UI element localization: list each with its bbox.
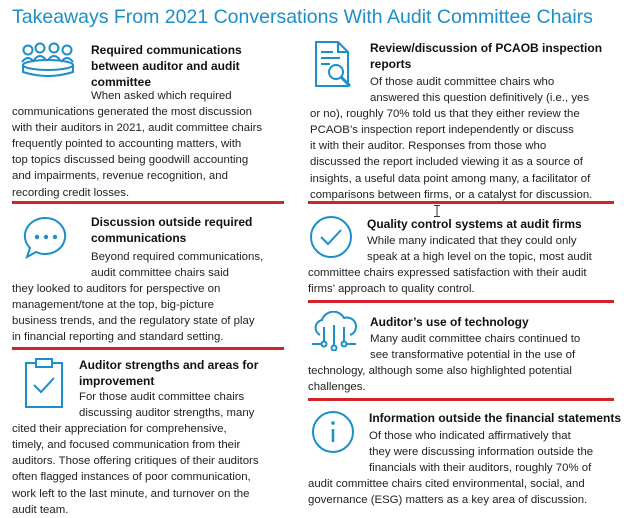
section-divider — [308, 300, 614, 303]
text-cursor-icon — [434, 204, 440, 216]
section-heading: Auditor strengths and areas for improvement — [79, 358, 259, 388]
section-body: Many audit committee chairs continued to see transformative potential in the use of technology, although some also highlighted potential challenges. — [308, 333, 581, 394]
section-body: When asked which required communications generated the most discussion with their auditors in 2021, audit committee chairs frequently pointed to accounting matters, with top topics discussed being goodwill accounting and impairments, revenue recognition, and recording credit losses. — [12, 90, 263, 199]
section-heading: Quality control systems at audit firms — [367, 217, 582, 231]
people-meeting-icon — [20, 42, 76, 78]
section-body: Beyond required communications, audit committee chairs said they looked to auditors for perspective on management/tone at the top, big-picture business trends, and the regulatory state of play in financial reporting and standard setting. — [12, 251, 264, 344]
section-body: Of those audit committee chairs who answered this question definitively (i.e., yes or no), roughly 70% told us that they either review the PCAOB’s inspection report independently or discuss it with their auditor. Responses from those who discussed the report included viewing it as a source of insights, a useful data point among many, a facilitator of comparisons between firms, or a catalyst for discussion. — [310, 76, 593, 201]
section-divider — [12, 201, 284, 204]
section-heading: Required communications between auditor and audit committee — [91, 43, 242, 89]
section-divider — [12, 347, 284, 350]
page-title: Takeaways From 2021 Conversations With Audit Committee Chairs — [12, 6, 593, 28]
section-body: While many indicated that they could only speak at a high level on the topic, most audit committee chairs expressed satisfaction with their audit firms’ approach to quality control. — [308, 235, 592, 296]
section-divider — [308, 398, 614, 401]
section-heading: Discussion outside required communications — [91, 215, 253, 245]
section-heading: Review/discussion of PCAOB inspection reports — [370, 41, 603, 71]
section-divider — [308, 201, 614, 204]
section-heading: Information outside the financial statements — [369, 411, 622, 425]
section-heading: Auditor’s use of technology — [370, 315, 529, 329]
section-body: For those audit committee chairs discussing auditor strengths, many cited their appreciation for comprehensive, timely, and focused communication from their auditors. Those offering critiques of their auditors often flagged instances of poor communication, work left to the last minute, and turnover on the audit team. — [12, 391, 259, 516]
section-body: Of those who indicated affirmatively that they were discussing information outside the financials with their auditors, roughly 70% of audit committee chairs cited environmental, social, and governance (ESG) matters as a key area of discussion. — [308, 430, 594, 507]
